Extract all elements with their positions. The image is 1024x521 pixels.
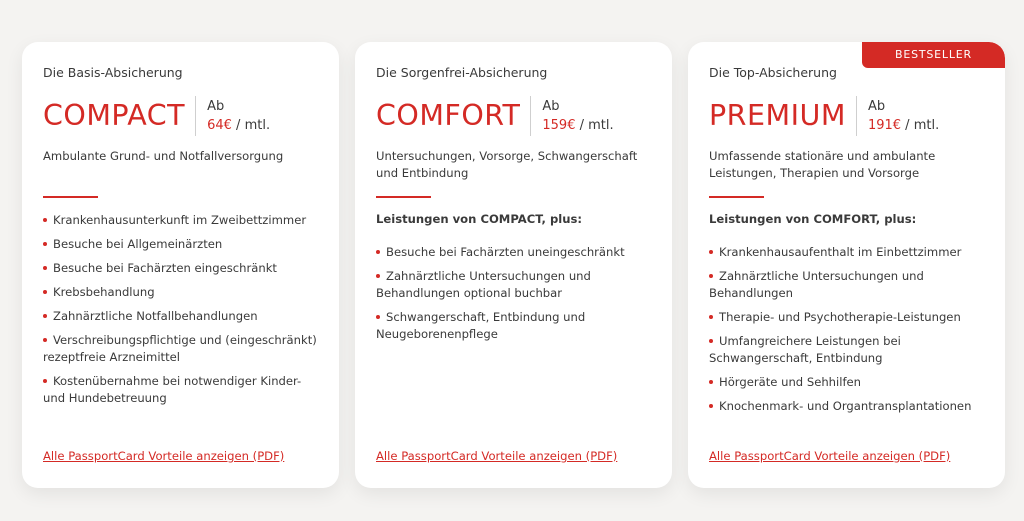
bullet-icon [43, 314, 47, 318]
vertical-divider [195, 96, 196, 136]
plan-subtitle: Die Sorgenfrei-Absicherung [376, 65, 548, 80]
bullet-icon [709, 339, 713, 343]
list-item: Umfangreichere Leistungen bei Schwangerschaft, Entbindung [709, 334, 901, 365]
plan-subtitle: Die Top-Absicherung [709, 65, 837, 80]
feature-list [709, 244, 989, 422]
list-item: Zahnärztliche Notfallbehandlungen [43, 308, 323, 325]
bullet-icon [43, 218, 47, 222]
plan-description: Ambulante Grund- und Notfallversorgung [43, 149, 284, 163]
bullet-icon [376, 274, 380, 278]
feature-list [43, 212, 323, 414]
plan-card-compact [22, 42, 339, 488]
price-from-label: Ab [207, 99, 225, 114]
bullet-icon [376, 315, 380, 319]
accent-divider [43, 196, 98, 198]
bullet-icon [43, 290, 47, 294]
price-period: / mtl. [231, 118, 271, 133]
list-item: Verschreibungspflichtige und (eingeschränkt) rezeptfreie Arzneimittel [43, 333, 317, 364]
plan-name: COMPACT [43, 99, 186, 132]
list-item: Krankenhausaufenthalt im Einbettzimmer [709, 244, 989, 261]
vertical-divider [856, 96, 857, 136]
price-from-label: Ab [867, 99, 886, 114]
bullet-icon [709, 274, 713, 278]
bullet-icon [43, 242, 47, 246]
price-block [542, 97, 613, 135]
price-block [207, 97, 270, 135]
price-from-label: Ab [542, 99, 560, 114]
bullet-icon [43, 379, 47, 383]
price-value: 159€ [542, 118, 576, 133]
feature-list [376, 244, 656, 350]
price-period: / mtl. [575, 118, 614, 133]
list-item: Zahnärztliche Untersuchungen und Behandlungen optional buchbar [376, 269, 591, 300]
plan-subtitle: Die Basis-Absicherung [43, 65, 183, 80]
plan-name: PREMIUM [709, 99, 846, 132]
plus-label: Leistungen von COMPACT, plus: [376, 212, 583, 226]
price-value: 64€ [207, 118, 232, 133]
price-block [868, 97, 939, 135]
pdf-benefits-link[interactable]: Alle PassportCard Vorteile anzeigen (PDF) [709, 449, 951, 463]
bullet-icon [376, 250, 380, 254]
bestseller-badge: BESTSELLER [862, 42, 1005, 68]
plan-description: Umfassende stationäre und ambulante Leistungen, Therapien und Vorsorge [709, 149, 936, 180]
plus-label: Leistungen von COMFORT, plus: [709, 212, 917, 226]
list-item: Besuche bei Allgemeinärzten [43, 236, 323, 253]
bullet-icon [709, 250, 713, 254]
list-item: Besuche bei Fachärzten eingeschränkt [43, 260, 323, 277]
bullet-icon [709, 404, 713, 408]
price-period: / mtl. [901, 118, 940, 133]
plan-card-comfort [355, 42, 672, 488]
list-item: Hörgeräte und Sehhilfen [709, 374, 989, 391]
list-item: Therapie- und Psychotherapie-Leistungen [709, 309, 989, 326]
list-item: Kostenübernahme bei notwendiger Kinder- und Hundebetreuung [43, 374, 302, 405]
bullet-icon [43, 338, 47, 342]
list-item: Krankenhausunterkunft im Zweibettzimmer [43, 212, 323, 229]
list-item: Besuche bei Fachärzten uneingeschränkt [376, 244, 656, 261]
plan-description: Untersuchungen, Vorsorge, Schwangerschaft und Entbindung [376, 149, 638, 180]
pdf-benefits-link[interactable]: Alle PassportCard Vorteile anzeigen (PDF) [43, 449, 285, 463]
pdf-benefits-link[interactable]: Alle PassportCard Vorteile anzeigen (PDF) [376, 449, 618, 463]
list-item: Knochenmark- und Organtransplantationen [709, 398, 989, 415]
vertical-divider [530, 96, 531, 136]
list-item: Zahnärztliche Untersuchungen und Behandlungen [709, 269, 924, 300]
plan-price-row [376, 96, 614, 136]
accent-divider [376, 196, 431, 198]
bullet-icon [43, 266, 47, 270]
plan-name: COMFORT [376, 99, 521, 132]
plan-price-row [709, 96, 939, 136]
bullet-icon [709, 315, 713, 319]
plan-price-row [43, 96, 270, 136]
price-value: 191€ [867, 118, 902, 133]
list-item: Krebsbehandlung [43, 284, 323, 301]
accent-divider [709, 196, 764, 198]
bullet-icon [709, 380, 713, 384]
list-item: Schwangerschaft, Entbindung und Neugeborenenpflege [376, 310, 586, 341]
plan-card-premium [688, 42, 1005, 488]
